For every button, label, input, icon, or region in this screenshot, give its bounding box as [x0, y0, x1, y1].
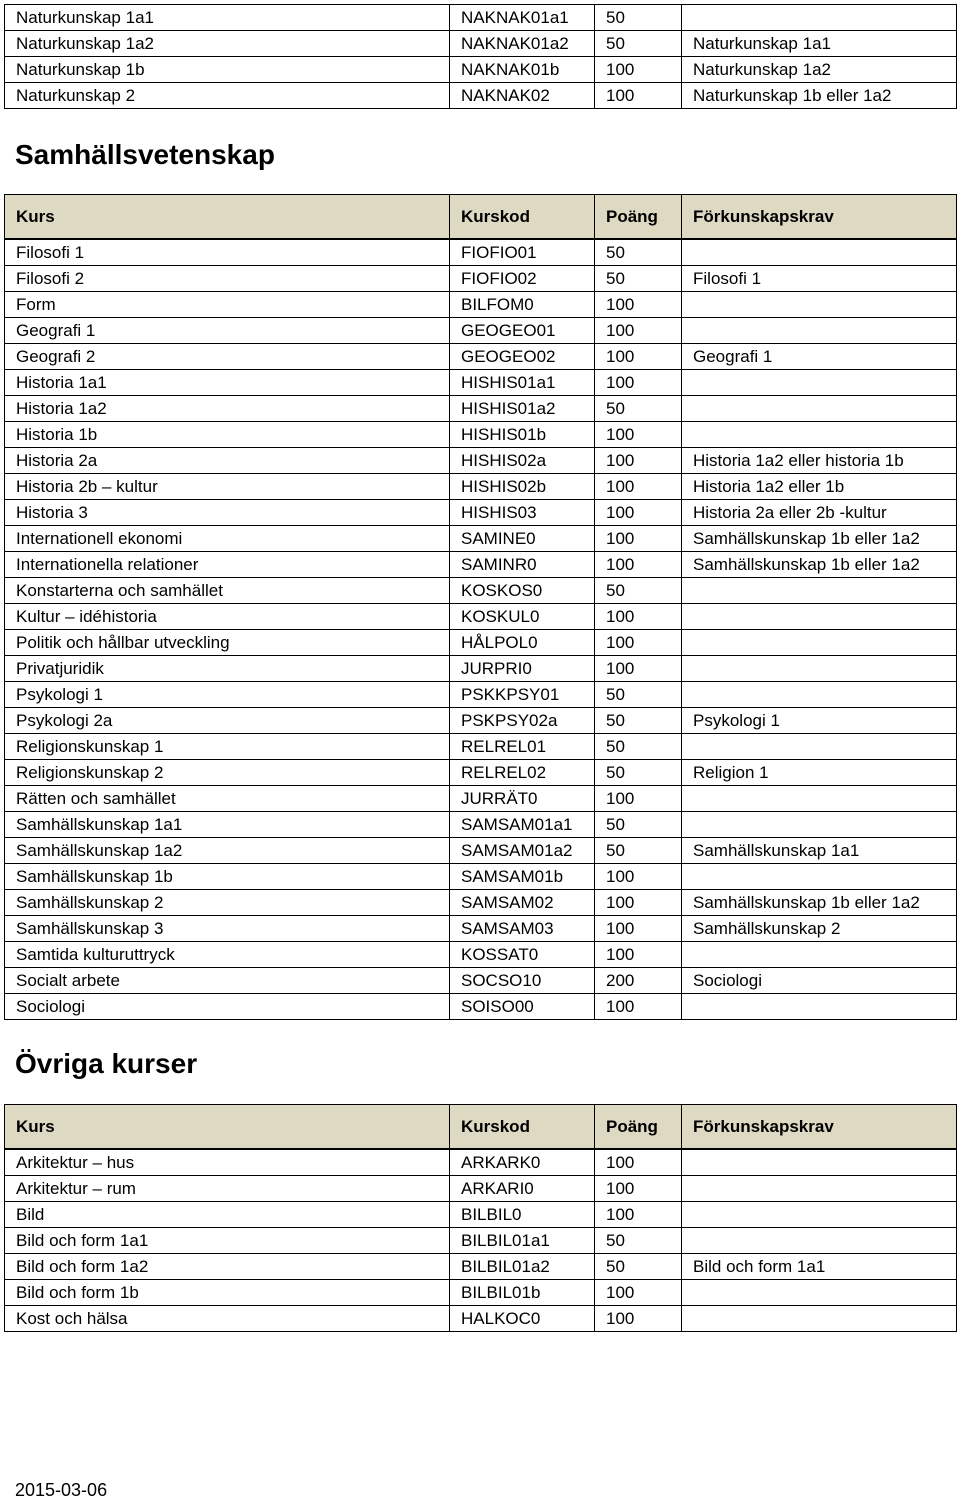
- course-code-cell: SOISO00: [450, 994, 595, 1020]
- points-cell: 100: [595, 526, 682, 552]
- prerequisite-cell: Naturkunskap 1a1: [682, 31, 957, 57]
- table-row: [5, 83, 957, 109]
- points-cell: 100: [595, 292, 682, 318]
- course-code-cell: KOSSAT0: [450, 942, 595, 968]
- table-row: [5, 5, 957, 31]
- course-code-cell: HISHIS02b: [450, 474, 595, 500]
- table-row: [5, 240, 957, 266]
- points-cell: 100: [595, 57, 682, 83]
- section-title-samhallsvetenskap: Samhällsvetenskap: [15, 139, 275, 170]
- course-code-cell: ARKARK0: [450, 1150, 595, 1176]
- table-row: [5, 578, 957, 604]
- prerequisite-cell: Filosofi 1: [682, 266, 957, 292]
- course-name-cell: Rätten och samhället: [5, 786, 450, 812]
- course-code-cell: ARKARI0: [450, 1176, 595, 1202]
- prerequisite-cell: Psykologi 1: [682, 708, 957, 734]
- table-row: [5, 1202, 957, 1228]
- course-code-cell: BILBIL01b: [450, 1280, 595, 1306]
- course-code-cell: BILBIL01a2: [450, 1254, 595, 1280]
- table-naturkunskap: [4, 4, 957, 109]
- course-code-cell: SAMSAM01a2: [450, 838, 595, 864]
- prerequisite-cell: Bild och form 1a1: [682, 1254, 957, 1280]
- table-ovriga-kurser: [4, 1104, 957, 1332]
- points-cell: 50: [595, 682, 682, 708]
- table-row: [5, 1176, 957, 1202]
- course-code-cell: HISHIS01a1: [450, 370, 595, 396]
- course-name-cell: Historia 1a2: [5, 396, 450, 422]
- course-name-cell: Kost och hälsa: [5, 1306, 450, 1332]
- points-cell: 50: [595, 578, 682, 604]
- table-row: [5, 864, 957, 890]
- column-header-kurs: Kurs: [5, 1105, 450, 1149]
- table-row: [5, 942, 957, 968]
- points-cell: 100: [595, 500, 682, 526]
- column-header-kurskod: Kurskod: [450, 195, 595, 239]
- course-name-cell: Bild och form 1a2: [5, 1254, 450, 1280]
- table-body: [5, 5, 957, 109]
- table-row: [5, 552, 957, 578]
- course-name-cell: Naturkunskap 1a2: [5, 31, 450, 57]
- points-cell: 100: [595, 786, 682, 812]
- course-name-cell: Filosofi 1: [5, 240, 450, 266]
- prerequisite-cell: [682, 370, 957, 396]
- table-row: [5, 370, 957, 396]
- course-name-cell: Sociologi: [5, 994, 450, 1020]
- course-name-cell: Samhällskunskap 1a2: [5, 838, 450, 864]
- points-cell: 100: [595, 1306, 682, 1332]
- prerequisite-cell: [682, 1280, 957, 1306]
- course-name-cell: Arkitektur – hus: [5, 1150, 450, 1176]
- course-code-cell: BILFOM0: [450, 292, 595, 318]
- course-code-cell: SOCSO10: [450, 968, 595, 994]
- table-row: [5, 474, 957, 500]
- course-name-cell: Historia 2a: [5, 448, 450, 474]
- course-name-cell: Form: [5, 292, 450, 318]
- points-cell: 100: [595, 864, 682, 890]
- prerequisite-cell: [682, 604, 957, 630]
- table-row: [5, 838, 957, 864]
- table-row: [5, 682, 957, 708]
- points-cell: 50: [595, 838, 682, 864]
- table-row: [5, 890, 957, 916]
- points-cell: 50: [595, 812, 682, 838]
- prerequisite-cell: Naturkunskap 1b eller 1a2: [682, 83, 957, 109]
- course-name-cell: Historia 2b – kultur: [5, 474, 450, 500]
- column-header-forkunskapskrav: Förkunskapskrav: [682, 1105, 957, 1149]
- course-name-cell: Samhällskunskap 1b: [5, 864, 450, 890]
- prerequisite-cell: [682, 5, 957, 31]
- table-row: [5, 994, 957, 1020]
- course-name-cell: Bild och form 1a1: [5, 1228, 450, 1254]
- points-cell: 100: [595, 552, 682, 578]
- course-code-cell: HÅLPOL0: [450, 630, 595, 656]
- column-header-forkunskapskrav: Förkunskapskrav: [682, 195, 957, 239]
- table-row: [5, 500, 957, 526]
- points-cell: 50: [595, 760, 682, 786]
- prerequisite-cell: [682, 786, 957, 812]
- table-row: [5, 266, 957, 292]
- points-cell: 50: [595, 396, 682, 422]
- prerequisite-cell: Samhällskunskap 1b eller 1a2: [682, 552, 957, 578]
- course-name-cell: Samhällskunskap 2: [5, 890, 450, 916]
- prerequisite-cell: Samhällskunskap 1b eller 1a2: [682, 526, 957, 552]
- course-code-cell: JURPRI0: [450, 656, 595, 682]
- prerequisite-cell: [682, 1306, 957, 1332]
- course-code-cell: HISHIS01b: [450, 422, 595, 448]
- column-header-kurs: Kurs: [5, 195, 450, 239]
- course-code-cell: SAMINE0: [450, 526, 595, 552]
- prerequisite-cell: [682, 1150, 957, 1176]
- course-code-cell: FIOFIO02: [450, 266, 595, 292]
- table-row: [5, 422, 957, 448]
- points-cell: 50: [595, 1254, 682, 1280]
- course-code-cell: BILBIL01a1: [450, 1228, 595, 1254]
- course-name-cell: Socialt arbete: [5, 968, 450, 994]
- points-cell: 50: [595, 708, 682, 734]
- column-header-poang: Poäng: [595, 1105, 682, 1149]
- prerequisite-cell: Samhällskunskap 1a1: [682, 838, 957, 864]
- prerequisite-cell: [682, 1176, 957, 1202]
- course-name-cell: Arkitektur – rum: [5, 1176, 450, 1202]
- course-name-cell: Samhällskunskap 3: [5, 916, 450, 942]
- table-row: [5, 1306, 957, 1332]
- course-name-cell: Filosofi 2: [5, 266, 450, 292]
- points-cell: 50: [595, 240, 682, 266]
- course-name-cell: Internationella relationer: [5, 552, 450, 578]
- points-cell: 100: [595, 1202, 682, 1228]
- course-name-cell: Psykologi 2a: [5, 708, 450, 734]
- course-name-cell: Kultur – idéhistoria: [5, 604, 450, 630]
- course-code-cell: PSKPSY02a: [450, 708, 595, 734]
- table-row: [5, 1280, 957, 1306]
- points-cell: 50: [595, 1228, 682, 1254]
- table-row: [5, 734, 957, 760]
- prerequisite-cell: [682, 682, 957, 708]
- prerequisite-cell: [682, 630, 957, 656]
- course-code-cell: SAMSAM01a1: [450, 812, 595, 838]
- points-cell: 100: [595, 916, 682, 942]
- course-name-cell: Naturkunskap 1b: [5, 57, 450, 83]
- course-code-cell: JURRÄT0: [450, 786, 595, 812]
- prerequisite-cell: [682, 734, 957, 760]
- table-row: [5, 448, 957, 474]
- course-code-cell: GEOGEO02: [450, 344, 595, 370]
- course-name-cell: Religionskunskap 2: [5, 760, 450, 786]
- points-cell: 100: [595, 318, 682, 344]
- course-code-cell: HISHIS03: [450, 500, 595, 526]
- prerequisite-cell: [682, 292, 957, 318]
- course-code-cell: FIOFIO01: [450, 240, 595, 266]
- points-cell: 50: [595, 5, 682, 31]
- course-name-cell: Privatjuridik: [5, 656, 450, 682]
- footer-date: 2015-03-06: [15, 1480, 108, 1500]
- course-name-cell: Naturkunskap 2: [5, 83, 450, 109]
- section-title-ovriga-kurser: Övriga kurser: [15, 1048, 198, 1079]
- points-cell: 50: [595, 266, 682, 292]
- points-cell: 50: [595, 31, 682, 57]
- column-header-kurskod: Kurskod: [450, 1105, 595, 1149]
- table-row: [5, 630, 957, 656]
- course-code-cell: SAMSAM03: [450, 916, 595, 942]
- prerequisite-cell: Sociologi: [682, 968, 957, 994]
- course-code-cell: NAKNAK01a1: [450, 5, 595, 31]
- table-row: [5, 916, 957, 942]
- course-name-cell: Geografi 2: [5, 344, 450, 370]
- table-row: [5, 318, 957, 344]
- course-name-cell: Naturkunskap 1a1: [5, 5, 450, 31]
- prerequisite-cell: Geografi 1: [682, 344, 957, 370]
- points-cell: 100: [595, 448, 682, 474]
- table-row: [5, 604, 957, 630]
- course-name-cell: Historia 1a1: [5, 370, 450, 396]
- course-code-cell: HISHIS01a2: [450, 396, 595, 422]
- table-body: [5, 1149, 957, 1332]
- course-code-cell: RELREL01: [450, 734, 595, 760]
- table-row: [5, 1150, 957, 1176]
- course-name-cell: Historia 3: [5, 500, 450, 526]
- table-row: [5, 812, 957, 838]
- prerequisite-cell: [682, 318, 957, 344]
- prerequisite-cell: [682, 994, 957, 1020]
- prerequisite-cell: [682, 422, 957, 448]
- points-cell: 100: [595, 370, 682, 396]
- course-name-cell: Samtida kulturuttryck: [5, 942, 450, 968]
- table-row: [5, 656, 957, 682]
- table-row: [5, 1254, 957, 1280]
- course-name-cell: Internationell ekonomi: [5, 526, 450, 552]
- points-cell: 50: [595, 734, 682, 760]
- prerequisite-cell: [682, 1228, 957, 1254]
- course-code-cell: NAKNAK02: [450, 83, 595, 109]
- table-row: [5, 344, 957, 370]
- points-cell: 100: [595, 942, 682, 968]
- table-row: [5, 786, 957, 812]
- table-row: [5, 1228, 957, 1254]
- prerequisite-cell: Historia 2a eller 2b -kultur: [682, 500, 957, 526]
- course-name-cell: Bild: [5, 1202, 450, 1228]
- course-code-cell: RELREL02: [450, 760, 595, 786]
- table-row: [5, 57, 957, 83]
- course-code-cell: BILBIL0: [450, 1202, 595, 1228]
- table-header-row: [5, 1105, 957, 1149]
- course-code-cell: SAMSAM02: [450, 890, 595, 916]
- points-cell: 100: [595, 604, 682, 630]
- course-code-cell: KOSKOS0: [450, 578, 595, 604]
- prerequisite-cell: [682, 812, 957, 838]
- points-cell: 100: [595, 422, 682, 448]
- table-row: [5, 396, 957, 422]
- course-name-cell: Historia 1b: [5, 422, 450, 448]
- points-cell: 100: [595, 1176, 682, 1202]
- points-cell: 100: [595, 1150, 682, 1176]
- course-code-cell: GEOGEO01: [450, 318, 595, 344]
- table-row: [5, 968, 957, 994]
- course-name-cell: Psykologi 1: [5, 682, 450, 708]
- table-row: [5, 708, 957, 734]
- prerequisite-cell: Historia 1a2 eller historia 1b: [682, 448, 957, 474]
- prerequisite-cell: [682, 864, 957, 890]
- points-cell: 100: [595, 994, 682, 1020]
- course-name-cell: Samhällskunskap 1a1: [5, 812, 450, 838]
- course-code-cell: HISHIS02a: [450, 448, 595, 474]
- prerequisite-cell: [682, 656, 957, 682]
- prerequisite-cell: [682, 396, 957, 422]
- prerequisite-cell: [682, 578, 957, 604]
- course-name-cell: Bild och form 1b: [5, 1280, 450, 1306]
- course-code-cell: NAKNAK01a2: [450, 31, 595, 57]
- prerequisite-cell: Samhällskunskap 2: [682, 916, 957, 942]
- table-header-row: [5, 195, 957, 239]
- prerequisite-cell: Historia 1a2 eller 1b: [682, 474, 957, 500]
- table-row: [5, 292, 957, 318]
- table-samhallsvetenskap: [4, 194, 957, 1020]
- course-name-cell: Konstarterna och samhället: [5, 578, 450, 604]
- points-cell: 100: [595, 656, 682, 682]
- course-name-cell: Politik och hållbar utveckling: [5, 630, 450, 656]
- points-cell: 200: [595, 968, 682, 994]
- points-cell: 100: [595, 630, 682, 656]
- course-code-cell: HALKOC0: [450, 1306, 595, 1332]
- prerequisite-cell: [682, 942, 957, 968]
- points-cell: 100: [595, 474, 682, 500]
- course-code-cell: SAMSAM01b: [450, 864, 595, 890]
- prerequisite-cell: [682, 1202, 957, 1228]
- points-cell: 100: [595, 1280, 682, 1306]
- column-header-poang: Poäng: [595, 195, 682, 239]
- course-name-cell: Geografi 1: [5, 318, 450, 344]
- points-cell: 100: [595, 890, 682, 916]
- table-row: [5, 31, 957, 57]
- course-code-cell: KOSKUL0: [450, 604, 595, 630]
- prerequisite-cell: Religion 1: [682, 760, 957, 786]
- course-code-cell: PSKKPSY01: [450, 682, 595, 708]
- prerequisite-cell: [682, 240, 957, 266]
- table-row: [5, 526, 957, 552]
- table-row: [5, 760, 957, 786]
- table-body: [5, 239, 957, 1020]
- prerequisite-cell: Naturkunskap 1a2: [682, 57, 957, 83]
- points-cell: 100: [595, 83, 682, 109]
- course-code-cell: NAKNAK01b: [450, 57, 595, 83]
- course-code-cell: SAMINR0: [450, 552, 595, 578]
- points-cell: 100: [595, 344, 682, 370]
- course-name-cell: Religionskunskap 1: [5, 734, 450, 760]
- prerequisite-cell: Samhällskunskap 1b eller 1a2: [682, 890, 957, 916]
